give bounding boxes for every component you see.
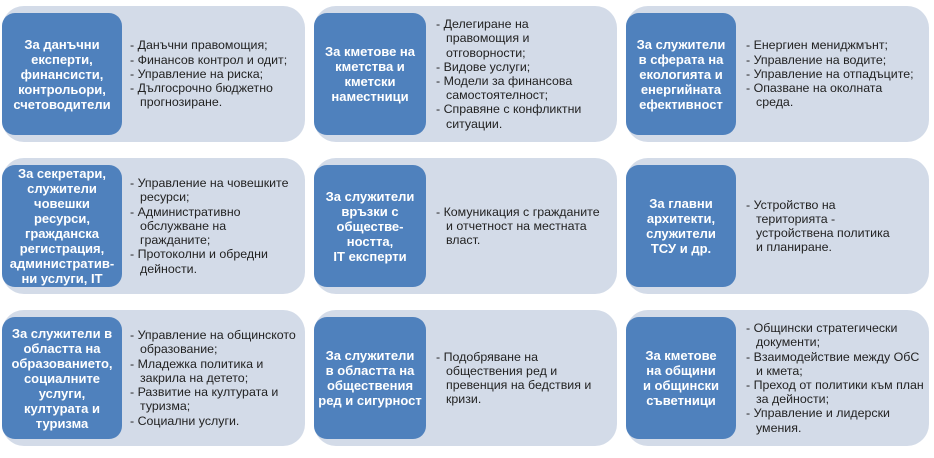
topic-item: - Развитие на културата и туризма; — [130, 385, 302, 413]
topic-item: - Финансов контрол и одит; — [130, 53, 302, 67]
card-audience-label: За служители в областта на образованието, социалните услуги, културата и туризма — [2, 317, 122, 439]
card-chief-architects — [626, 158, 929, 294]
topic-item: - Делегиране на правомощия и отговорности; — [436, 17, 592, 60]
topic-item: - Управление на водите; — [746, 53, 922, 67]
card-topic-list — [746, 6, 922, 142]
topic-item: - Общински стратегически документи; — [746, 321, 924, 349]
card-tax-finance — [2, 6, 305, 142]
card-topic-list — [130, 158, 290, 294]
topic-item: - Видове услуги; — [436, 60, 592, 74]
card-topic-list — [436, 310, 592, 446]
topic-item: - Справяне с конфликтни ситуации. — [436, 102, 592, 130]
card-audience-label: За кметове на общини и общински съветници — [626, 317, 736, 439]
card-education-social — [2, 310, 305, 446]
topic-item: - Опазване на околната среда. — [746, 81, 922, 109]
topic-item: - Преход от политики към план за дейности; — [746, 378, 924, 406]
card-topic-list — [130, 310, 302, 446]
card-audience-label: За данъчни експерти, финансисти, контрольори, счетоводители — [2, 13, 122, 135]
card-audience-label: За кметове на кметства и кметски наместници — [314, 13, 426, 135]
card-audience-label: За главни архитекти, служители ТСУ и др. — [626, 165, 736, 287]
topic-item: - Управление и лидерски умения. — [746, 406, 924, 434]
topic-item: - Административно обслужване на гражданите; — [130, 205, 290, 248]
card-topic-list — [746, 158, 896, 294]
topic-item: - Данъчни правомощия; — [130, 38, 302, 52]
topic-item: - Протоколни и обредни дейности. — [130, 247, 290, 275]
topic-item: - Управление на отпадъците; — [746, 67, 922, 81]
card-topic-list — [130, 6, 302, 142]
topic-item: - Социални услуги. — [130, 414, 302, 428]
topic-item: - Устройство на територията - устройствена политика и планиране. — [746, 198, 896, 255]
card-audience-label: За служители в сферата на екологията и енергийната ефективност — [626, 13, 736, 135]
topic-item: - Дългосрочно бюджетно прогнозиране. — [130, 81, 302, 109]
topic-item: - Управление на общинското образование; — [130, 328, 302, 356]
card-public-order — [314, 310, 617, 446]
card-topic-list — [436, 158, 600, 294]
card-audience-label: За секретари, служители човешки ресурси, гражданска регистрация, административ- ни услуги, IT — [2, 165, 122, 287]
card-topic-list — [436, 6, 592, 142]
card-public-relations — [314, 158, 617, 294]
card-audience-label: За служители връзки с обществе- ността, IT експерти — [314, 165, 426, 287]
card-topic-list — [746, 310, 924, 446]
card-audience-label: За служители в областта на обществения ред и сигурност — [314, 317, 426, 439]
topic-item: - Управление на човешките ресурси; — [130, 176, 290, 204]
topic-item: - Младежка политика и закрила на детето; — [130, 357, 302, 385]
card-mayors-of-villages — [314, 6, 617, 142]
topic-item: - Комуникация с гражданите и отчетност на местната власт. — [436, 205, 600, 248]
topic-item: - Енергиен мениджмънт; — [746, 38, 922, 52]
topic-item: - Подобряване на обществения ред и превенция на бедствия и кризи. — [436, 350, 592, 407]
card-municipal-mayors — [626, 310, 929, 446]
topic-item: - Управление на риска; — [130, 67, 302, 81]
topic-item: - Модели за финансова самостоятелност; — [436, 74, 592, 102]
card-ecology-energy — [626, 6, 929, 142]
topic-item: - Взаимодействие между ОбС и кмета; — [746, 350, 924, 378]
card-secretaries-hr — [2, 158, 305, 294]
